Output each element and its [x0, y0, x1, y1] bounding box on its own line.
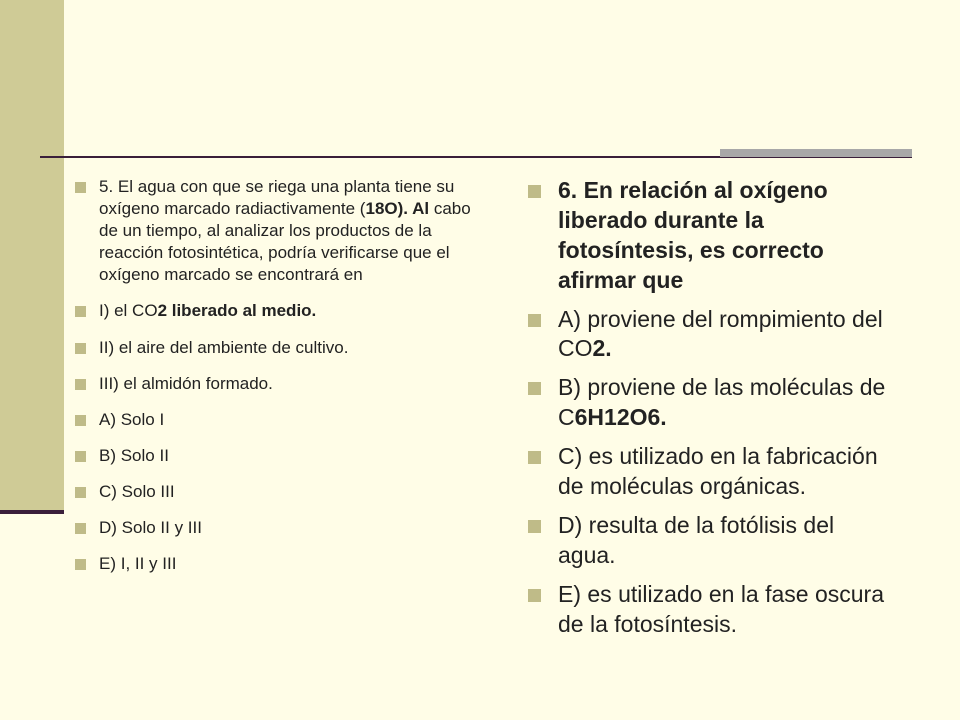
option-6b-pre: B) proviene de las moléculas de C: [558, 374, 886, 431]
bullet-square-icon: [75, 379, 86, 390]
statement-3: [75, 373, 490, 395]
bullet-square-icon: [528, 520, 541, 533]
option-6d-text: D) resulta de la fotólisis del agua.: [558, 511, 835, 568]
option-5b: [75, 445, 490, 467]
bullet-square-icon: [528, 589, 541, 602]
question-6-bold-text: 6. En relación al oxígeno liberado durante la fotosíntesis, es correcto afirmar que: [558, 177, 828, 293]
bullet-square-icon: [75, 487, 86, 498]
option-6c: [528, 442, 898, 502]
option-5c: [75, 481, 490, 503]
option-5a-text: A) Solo I: [99, 409, 165, 429]
side-decoration-foot: [0, 510, 64, 514]
title-divider-accent: [720, 149, 912, 157]
bullet-square-icon: [75, 343, 86, 354]
option-6e-text: E) es utilizado en la fase oscura de la fotosíntesis.: [558, 580, 885, 637]
question-5-column: [75, 176, 490, 575]
option-6e: [528, 580, 898, 640]
question-6-text: [528, 176, 898, 296]
option-5e-text: E) I, II y III: [99, 554, 177, 574]
option-5e: [75, 553, 490, 575]
option-5c-text: C) Solo III: [99, 481, 175, 501]
option-5d-text: D) Solo II y III: [99, 518, 202, 538]
option-5d: [75, 517, 490, 539]
question-5-part-b: 18O). Al: [365, 199, 430, 219]
bullet-square-icon: [528, 382, 541, 395]
option-6b: [528, 373, 898, 433]
question-5-part-a: 5. El agua con que se riega una planta tiene su oxígeno marcado radiactivamente (: [99, 177, 455, 219]
statement-2: [75, 337, 490, 359]
bullet-square-icon: [75, 523, 86, 534]
bullet-square-icon: [75, 451, 86, 462]
bullet-square-icon: [528, 314, 541, 327]
statement-1-bold: 2 liberado al medio.: [157, 301, 317, 321]
bullet-square-icon: [75, 559, 86, 570]
bullet-square-icon: [75, 306, 86, 317]
statement-3-text: III) el almidón formado.: [99, 373, 273, 393]
bullet-square-icon: [528, 185, 541, 198]
option-6b-bold: 6H12O6.: [574, 404, 667, 431]
statement-1: [75, 300, 490, 322]
question-5-part-c: cabo de un tiempo, al analizar los productos de la reacción fotosintética, podría verificarse que el oxígeno marcado se encontrará en: [99, 199, 471, 285]
option-6a-bold: 2.: [592, 335, 612, 362]
option-6a-pre: A) proviene del rompimiento del CO: [558, 305, 883, 362]
statement-1-pre: I) el CO: [99, 301, 158, 321]
option-6c-text: C) es utilizado en la fabricación de moléculas orgánicas.: [558, 443, 878, 500]
bullet-square-icon: [528, 451, 541, 464]
bullet-square-icon: [75, 415, 86, 426]
option-6d: [528, 511, 898, 571]
option-5b-text: B) Solo II: [99, 445, 169, 465]
option-5a: [75, 409, 490, 431]
option-6a: [528, 305, 898, 365]
statement-2-text: II) el aire del ambiente de cultivo.: [99, 337, 349, 357]
side-decoration-bar: [0, 0, 64, 510]
bullet-square-icon: [75, 182, 86, 193]
question-6-column: [528, 176, 898, 639]
question-5-text: [75, 176, 490, 286]
